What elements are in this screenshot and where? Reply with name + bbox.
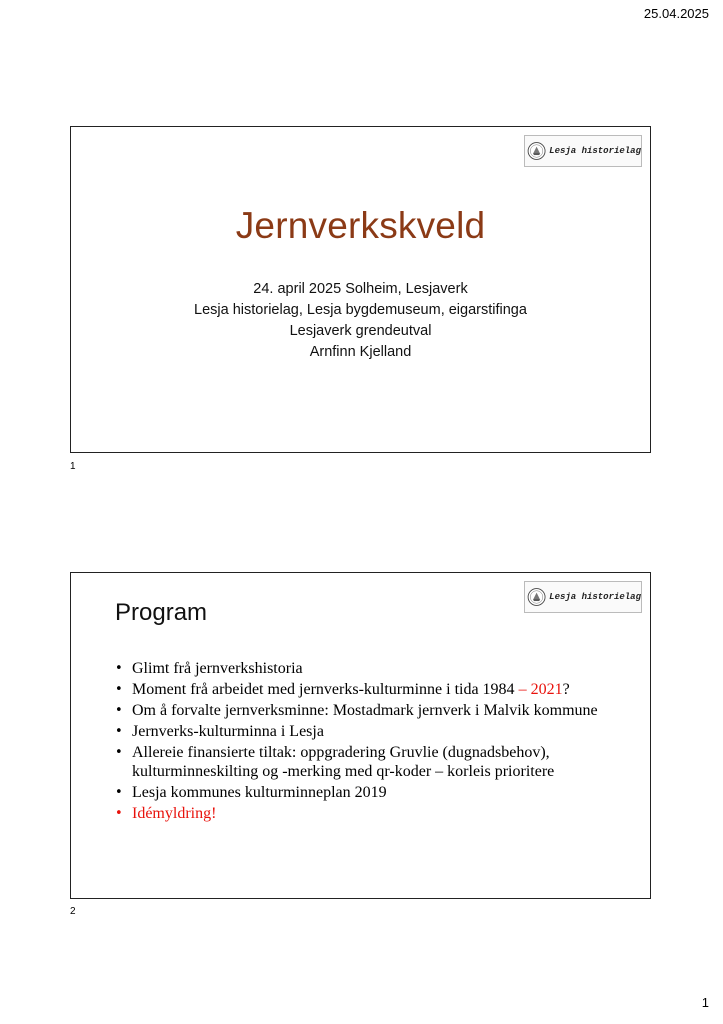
list-item-text: Jernverks-kulturminna i Lesja [132,723,324,740]
list-item-text: Lesja kommunes kulturminneplan 2019 [132,784,387,801]
subtitle-line: Arnfinn Kjelland [309,344,412,360]
historielag-logo [524,581,642,613]
bullet-icon: • [115,806,123,821]
subtitle-line: Lesja historielag, Lesja bygdemuseum, eigarstifinga [194,302,527,318]
slide-1 [70,126,651,453]
slide-title: Jernverkskveld [235,205,486,246]
historielag-logo [524,135,642,167]
list-item [115,680,625,699]
bullet-icon: • [115,785,123,800]
slide-subtitle [71,279,650,363]
historielag-emblem-icon [527,584,546,610]
list-item [115,722,625,741]
list-item-text: Idémyldring! [132,805,217,822]
list-item-text: Glimt frå jernverkshistoria [132,660,303,677]
slide-number: 2 [70,906,76,917]
page-date: 25.04.2025 [643,6,709,21]
highlight-text: – 2021 [518,681,563,698]
subtitle-line: 24. april 2025 Solheim, Lesjaverk [253,281,468,297]
bullet-icon: • [115,682,123,697]
historielag-emblem-icon [527,138,546,164]
slide-number: 1 [70,461,76,472]
bullet-icon: • [115,745,123,760]
subtitle-line: Lesjaverk grendeutval [289,323,432,339]
list-item-tail: ? [562,681,570,698]
bullet-icon: • [115,703,123,718]
list-item-text: Om å forvalte jernverksminne: Mostadmark jernverk i Malvik kommune [132,702,598,719]
list-item [115,783,625,802]
bullet-icon: • [115,661,123,676]
logo-text: Lesja historielag [549,146,641,156]
list-item [115,804,625,823]
slide-2 [70,572,651,899]
list-item [115,659,625,678]
logo-text: Lesja historielag [549,592,641,602]
page-number: 1 [701,995,709,1010]
program-list [115,659,625,825]
list-item-text: Allereie finansierte tiltak: oppgradering Gruvlie (dugnadsbehov), kulturminneskilting og -merking med qr-koder – korleis prioritere [132,744,555,780]
slide-title: Program [115,599,208,626]
list-item [115,743,625,781]
bullet-icon: • [115,724,123,739]
list-item [115,701,625,720]
list-item-text: Moment frå arbeidet med jernverks-kulturminne i tida 1984 [132,681,519,698]
